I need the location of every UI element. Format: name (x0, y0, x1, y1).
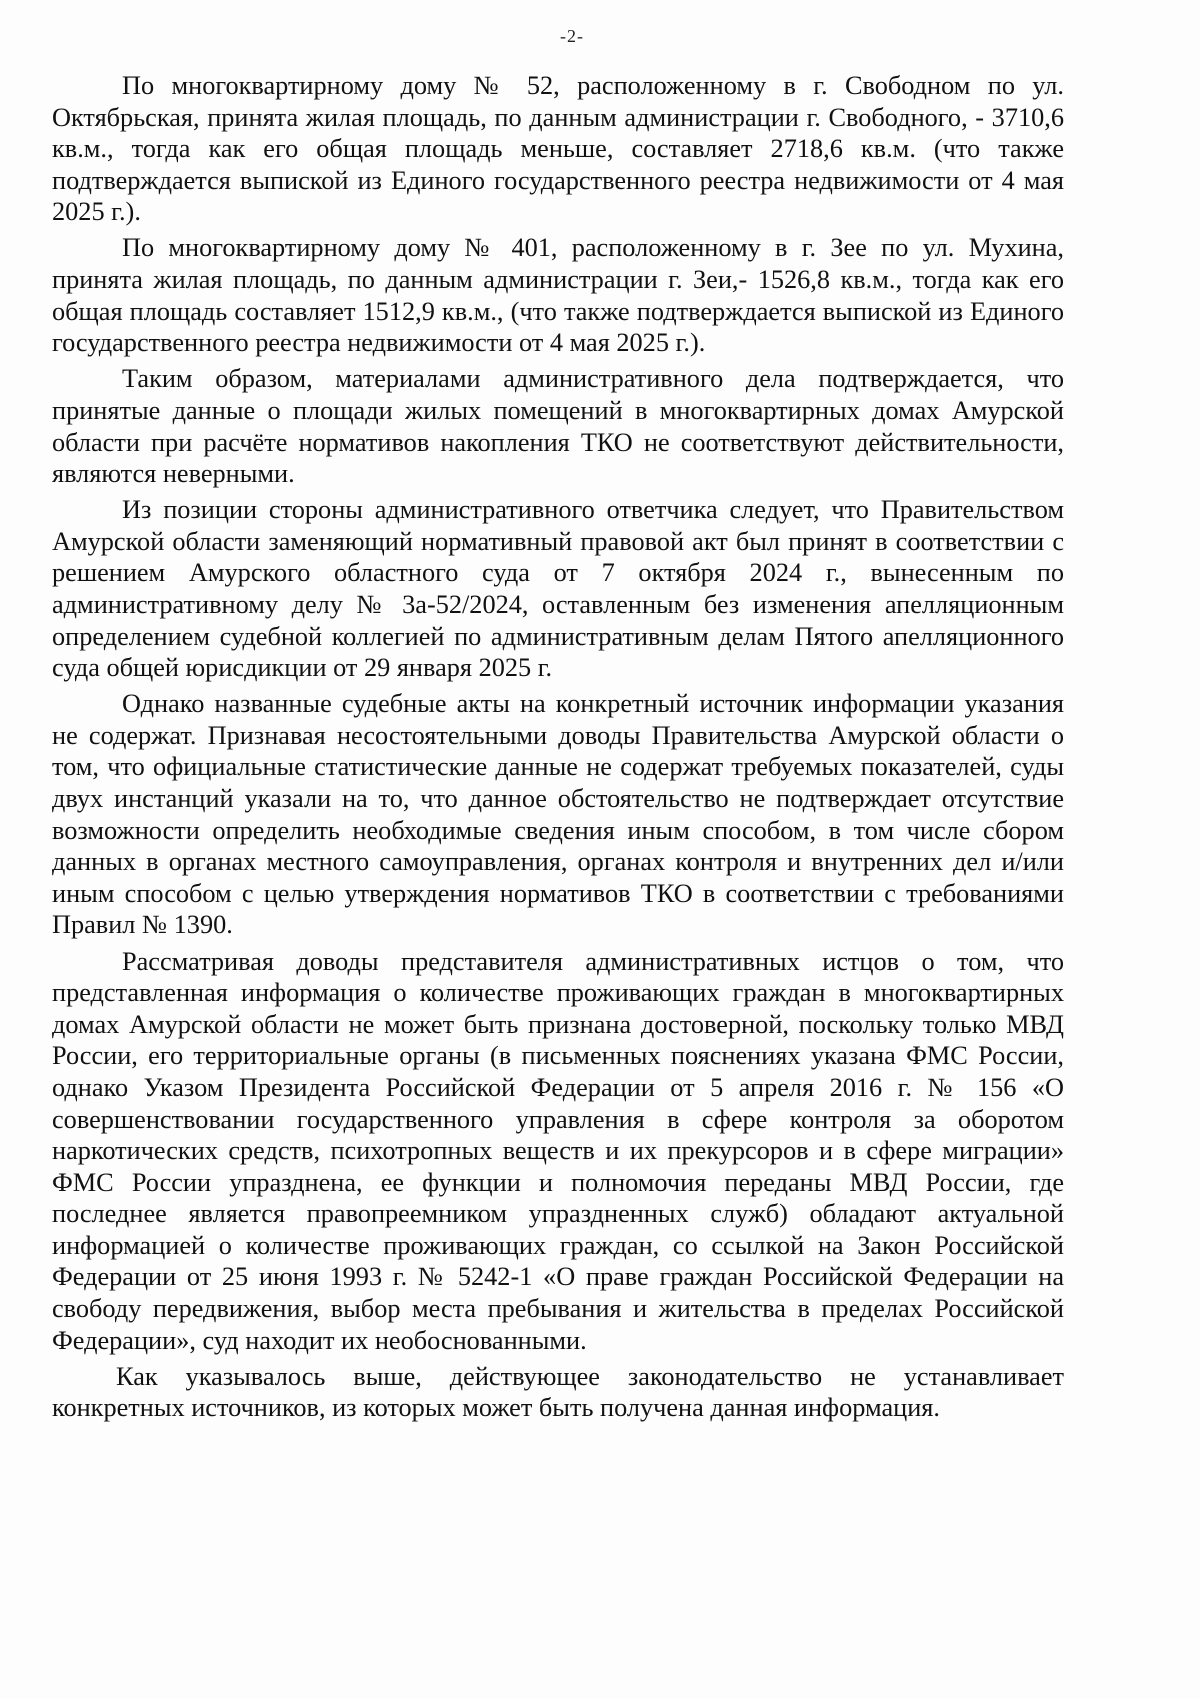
paragraph-court-acts: Однако названные судебные акты на конкретный источник информации указания не содержат. Признавая несостоятельными доводы Правительства Амурской области о том, что официальные статистические данные не содержат требуемых показателей, суды двух инстанций указали на то, что данное обстоятельство не подтверждает отсутствие возможности определить необходимые сведения иным способом, в том числе сбором данных в органах местного самоуправления, органах контроля и внутренних дел и/или иным способом с целью утверждения нормативов ТКО в соответствии с требованиями Правил № 1390. (52, 689, 1064, 940)
page-number-mark: -2- (560, 26, 584, 46)
paragraph-conclusion-area: Таким образом, материалами административного дела подтверждается, что принятые данные о площади жилых помещений в многоквартирных домах Амурской области при расчёте нормативов накопления ТКО не соответствуют действительности, являются неверными. (52, 364, 1064, 489)
paragraph-defendant-position: Из позиции стороны административного ответчика следует, что Правительством Амурской области заменяющий нормативный правовой акт был принят в соответствии с решением Амурского областного суда от 7 октября 2024 г., вынесенным по административному делу № 3а-52/2024, оставленным без изменения апелляционным определением судебной коллегией по административным делам Пятого апелляционного суда общей юрисдикции от 29 января 2025 г. (52, 495, 1064, 683)
paragraph-legislation: Как указывалось выше, действующее законодательство не устанавливает конкретных источников, из которых может быть получена данная информация. (52, 1361, 1064, 1423)
paragraph-plaintiff-arguments: Рассматривая доводы представителя административных истцов о том, что представленная информация о количестве проживающих граждан в многоквартирных домах Амурской области не может быть признана достоверной, поскольку только МВД России, его территориальные органы (в письменных пояснениях указана ФМС России, однако Указом Президента Российской Федерации от 5 апреля 2016 г. № 156 «О совершенствовании государственного управления в сфере контроля за оборотом наркотических средств, психотропных веществ и их прекурсоров и в сфере миграции» ФМС России упразднена, ее функции и полномочия переданы МВД России, где последнее является правопреемником упраздненных служб) обладают актуальной информацией о количестве проживающих граждан, со ссылкой на Закон Российской Федерации от 25 июня 1993 г. № 5242-1 «О праве граждан Российской Федерации на свободу передвижения, выбор места пребывания и жительства в пределах Российской Федерации», суд находит их необоснованными. (52, 946, 1064, 1355)
paragraph-house-401: По многоквартирному дому № 401, расположенному в г. Зее по ул. Мухина, принята жилая площадь, по данным администрации г. Зеи,- 1526,8 кв.м., тогда как его общая площадь составляет 1512,9 кв.м., (что также подтверждается выпиской из Единого государственного реестра недвижимости от 4 мая 2025 г.). (52, 233, 1064, 358)
document-body (52, 70, 1064, 1428)
paragraph-house-52: По многоквартирному дому № 52, расположенному в г. Свободном по ул. Октябрьская, принята жилая площадь, по данным администрации г. Свободного, - 3710,6 кв.м., тогда как его общая площадь меньше, составляет 2718,6 кв.м. (что также подтверждается выпиской из Единого государственного реестра недвижимости от 4 мая 2025 г.). (52, 71, 1064, 227)
